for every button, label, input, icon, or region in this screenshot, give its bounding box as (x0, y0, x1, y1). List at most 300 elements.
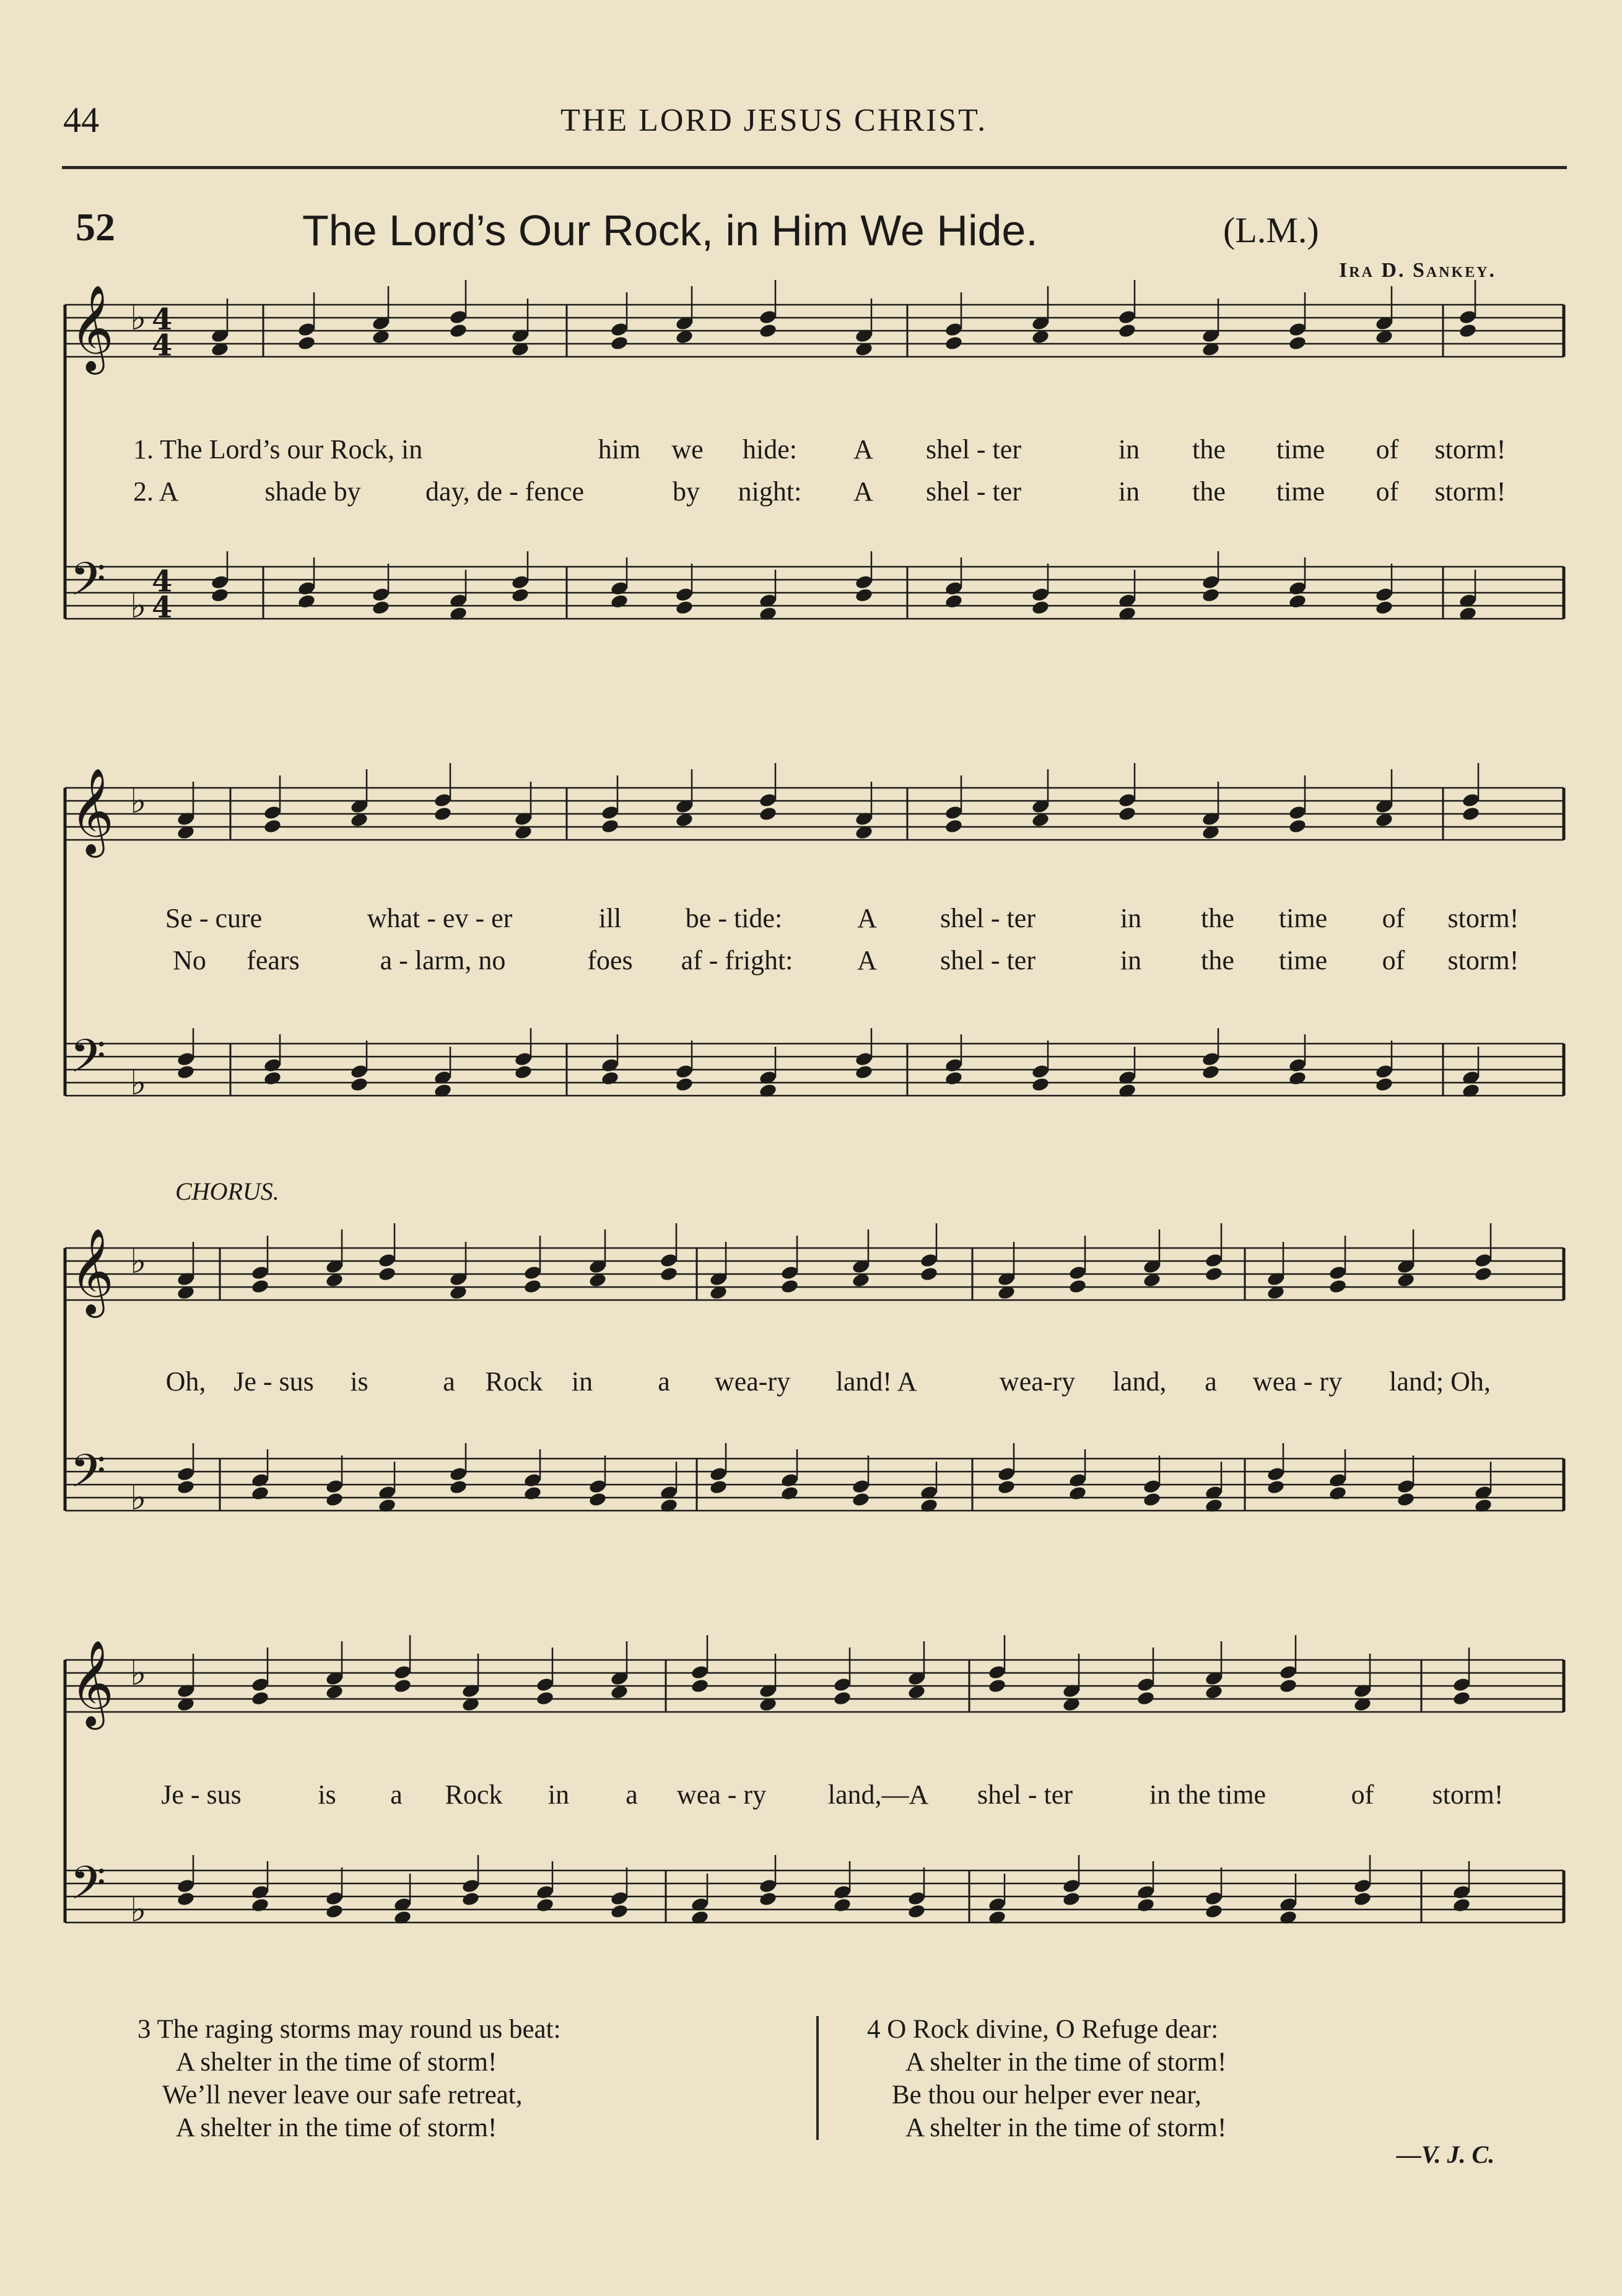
notehead (511, 587, 530, 603)
key-flat-icon: ♭ (130, 781, 147, 821)
key-flat-icon: ♭ (130, 1478, 147, 1518)
bass-clef-icon: 𝄢 (70, 1029, 106, 1094)
notehead (997, 1479, 1016, 1495)
notehead (1328, 1265, 1348, 1281)
notehead (1328, 1472, 1348, 1488)
notehead (588, 1478, 608, 1495)
notehead (536, 1677, 555, 1693)
notehead (601, 1070, 620, 1086)
lyric-syllable: storm! (1432, 1779, 1504, 1810)
notehead (177, 1051, 196, 1067)
notehead (675, 587, 694, 603)
notehead (1452, 1690, 1472, 1706)
notehead (177, 1878, 196, 1894)
notehead (177, 1466, 196, 1482)
notehead (1136, 1677, 1156, 1693)
notehead (1328, 1485, 1348, 1501)
notehead (1068, 1472, 1088, 1488)
notehead (297, 580, 316, 596)
notehead (263, 805, 282, 821)
lyric-syllable: A (853, 434, 873, 465)
notehead (610, 1890, 629, 1906)
lyric-syllable: in (1120, 903, 1142, 933)
notehead (449, 323, 468, 339)
notehead (610, 593, 629, 609)
bass-clef-icon: 𝄢 (70, 552, 106, 618)
lyric-syllable: in (571, 1366, 593, 1397)
stanza-3 (137, 2013, 561, 2144)
notehead (1068, 1278, 1088, 1294)
lyric-syllable: wea-ry (714, 1366, 791, 1397)
notehead (988, 1664, 1007, 1680)
composer-credit: Ira D. Sankey. (1339, 259, 1497, 282)
notehead (1267, 1479, 1286, 1495)
lyric-syllable: of (1351, 1779, 1374, 1810)
notehead (944, 580, 964, 596)
lyric-syllable: the (1192, 476, 1226, 507)
lyric-syllable: Oh, (165, 1366, 206, 1397)
notehead (297, 335, 316, 351)
notehead (523, 1278, 543, 1294)
treble-clef-icon: 𝄞 (70, 768, 114, 854)
lyric-syllable: Rock (445, 1779, 503, 1810)
staff-system-2-svg (0, 749, 1622, 1133)
notehead (511, 574, 530, 590)
notehead (675, 1076, 694, 1093)
notehead (610, 1903, 629, 1919)
lyric-syllable: in (1118, 434, 1140, 465)
lyric-syllable: the (1201, 945, 1234, 976)
time-signature-denominator: 4 (152, 590, 173, 625)
lyric-syllable: A (857, 945, 877, 976)
notehead (1201, 1064, 1221, 1080)
notehead (325, 1890, 344, 1906)
lyrics-chorus-system4 (0, 1779, 1622, 1816)
lyric-syllable: of (1376, 434, 1399, 465)
header-rule (62, 166, 1567, 169)
notehead (251, 1265, 270, 1281)
lyric-syllable: af - fright: (681, 945, 793, 976)
notehead (855, 587, 874, 603)
notehead (944, 593, 964, 609)
notehead (1375, 1063, 1394, 1080)
bass-clef-icon: 𝄢 (70, 1444, 106, 1509)
lyric-syllable: in (1118, 476, 1140, 507)
notehead (1288, 593, 1307, 609)
notehead (1288, 805, 1307, 821)
notehead (1288, 1057, 1307, 1073)
time-signature-denominator: 4 (152, 328, 173, 363)
notehead (1267, 1466, 1286, 1482)
stanza-line: O Rock divine, O Refuge dear: (887, 2015, 1219, 2044)
lyric-syllable: a (390, 1779, 403, 1810)
notehead (780, 1485, 800, 1501)
stanza-line: A shelter in the time of storm! (176, 2113, 497, 2142)
lyric-syllable: Se - cure (165, 903, 263, 933)
lyric-syllable: a (443, 1366, 455, 1397)
notehead (1031, 600, 1050, 616)
music-system-1 (0, 279, 1622, 663)
lyric-syllable: shel - ter (926, 476, 1021, 507)
notehead (1118, 792, 1137, 808)
notehead (907, 1903, 927, 1919)
notehead (514, 1051, 533, 1067)
notehead (1201, 587, 1221, 603)
notehead (1136, 1897, 1156, 1913)
notehead (601, 805, 620, 821)
music-system-3 (0, 1214, 1622, 1586)
notehead (263, 818, 282, 834)
stanza-line: We’ll never leave our safe retreat, (162, 2080, 523, 2110)
notehead (944, 1057, 964, 1073)
notehead (1068, 1485, 1088, 1501)
notehead (378, 1266, 397, 1282)
notehead (759, 1878, 778, 1894)
notehead (449, 1466, 468, 1482)
lyric-syllable: time (1278, 945, 1328, 976)
stanza-divider (816, 2016, 819, 2140)
time-signature-numerator: 4 (152, 302, 173, 337)
lyric-syllable: in the time (1149, 1779, 1267, 1810)
notehead (588, 1491, 608, 1508)
notehead (378, 1252, 397, 1268)
notehead (944, 805, 964, 821)
lyric-syllable: land,—A (827, 1779, 929, 1810)
notehead (1031, 1076, 1050, 1093)
notehead (1136, 1690, 1156, 1706)
notehead (1118, 309, 1137, 325)
notehead (536, 1897, 555, 1913)
notehead (251, 1897, 270, 1913)
notehead (372, 600, 391, 616)
notehead (177, 1064, 196, 1080)
notehead (350, 1076, 369, 1093)
notehead (759, 1891, 778, 1907)
treble-clef-icon: 𝄞 (70, 1228, 114, 1314)
lyric-syllable: fears (246, 945, 300, 976)
notehead (1375, 587, 1394, 603)
lyric-syllable: the (1192, 434, 1226, 465)
stanza-line: The raging storms may round us beat: (157, 2015, 561, 2044)
lyric-syllable: in (1120, 945, 1142, 976)
stanza-line: A shelter in the time of storm! (905, 2048, 1227, 2077)
notehead (610, 335, 629, 351)
notehead (833, 1677, 852, 1693)
lyric-syllable: what - ev - er (367, 903, 513, 933)
notehead (1205, 1252, 1224, 1268)
lyric-syllable: shel - ter (940, 945, 1036, 976)
notehead (709, 1479, 728, 1495)
key-flat-icon: ♭ (130, 586, 147, 626)
notehead (691, 1678, 710, 1694)
notehead (1452, 1677, 1472, 1693)
notehead (1288, 321, 1307, 338)
lyric-syllable: a - larm, no (380, 945, 506, 976)
notehead (251, 1677, 270, 1693)
lyrics-verse2-system2 (0, 945, 1622, 982)
notehead (449, 1479, 468, 1495)
notehead (1062, 1891, 1081, 1907)
notehead (1375, 600, 1394, 616)
notehead (610, 580, 629, 596)
lyric-syllable: is (318, 1779, 336, 1810)
lyric-syllable: wea - ry (1252, 1366, 1343, 1397)
notehead (920, 1252, 939, 1268)
notehead (251, 1472, 270, 1488)
notehead (461, 1878, 481, 1894)
notehead (759, 792, 778, 808)
lyric-syllable: night: (738, 476, 802, 507)
lyric-syllable: storm! (1434, 434, 1506, 465)
notehead (177, 1891, 196, 1907)
notehead (1201, 1051, 1221, 1067)
lyric-syllable: of (1382, 945, 1405, 976)
lyric-syllable: in (547, 1779, 570, 1810)
key-flat-icon: ♭ (130, 1063, 147, 1103)
lyric-syllable: ill (598, 903, 622, 933)
notehead (907, 1890, 927, 1906)
notehead (325, 1903, 344, 1919)
lyric-syllable: shel - ter (926, 434, 1021, 465)
notehead (1397, 1478, 1416, 1495)
notehead (434, 792, 453, 808)
notehead (855, 1051, 874, 1067)
notehead (1118, 806, 1137, 822)
notehead (855, 1064, 874, 1080)
notehead (1353, 1891, 1372, 1907)
notehead (536, 1690, 555, 1706)
lyrics-verse2-system1 (0, 476, 1622, 513)
hymn-title: The Lord’s Our Rock, in Him We Hide. (302, 206, 1038, 255)
notehead (675, 600, 694, 616)
lyric-syllable: shel - ter (940, 903, 1036, 933)
stanza-line: A shelter in the time of storm! (176, 2048, 497, 2077)
notehead (833, 1690, 852, 1706)
notehead (1474, 1252, 1493, 1268)
notehead (1279, 1664, 1298, 1680)
author-credit: —V. J. C. (1397, 2141, 1495, 2168)
notehead (372, 587, 391, 603)
lyrics-verse1-system1 (0, 434, 1622, 471)
notehead (988, 1678, 1007, 1694)
notehead (1397, 1491, 1416, 1508)
stanza-line: A shelter in the time of storm! (905, 2113, 1227, 2142)
notehead (449, 309, 468, 325)
lyric-syllable: wea-ry (999, 1366, 1076, 1397)
treble-clef-icon: 𝄞 (70, 1640, 114, 1726)
lyric-syllable: of (1382, 903, 1405, 933)
notehead (263, 1070, 282, 1086)
notehead (944, 818, 964, 834)
notehead (1031, 1063, 1050, 1080)
notehead (759, 323, 778, 339)
time-signature-numerator: 4 (152, 564, 173, 599)
lyric-syllable: Je - sus (233, 1366, 314, 1397)
notehead (1205, 1903, 1224, 1919)
lyric-syllable: be - tide: (685, 903, 783, 933)
lyric-syllable: day, de - fence (425, 476, 585, 507)
lyric-syllable: 1. The Lord’s our Rock, in (133, 434, 423, 465)
stanza-line: Be thou our helper ever near, (892, 2080, 1201, 2110)
treble-clef-icon: 𝄞 (70, 285, 114, 371)
bass-clef-icon: 𝄢 (70, 1856, 106, 1921)
notehead (759, 309, 778, 325)
notehead (251, 1278, 270, 1294)
page-number: 44 (63, 100, 99, 140)
notehead (1288, 580, 1307, 596)
notehead (1143, 1478, 1162, 1495)
key-flat-icon: ♭ (130, 1241, 147, 1281)
notehead (297, 321, 316, 338)
lyric-syllable: A (857, 903, 877, 933)
notehead (691, 1664, 710, 1680)
staff-system-1-svg (0, 279, 1622, 663)
notehead (325, 1491, 344, 1508)
stanza-number: 4 (867, 2015, 881, 2044)
notehead (297, 593, 316, 609)
lyric-syllable: Rock (485, 1366, 543, 1397)
notehead (780, 1265, 800, 1281)
lyric-syllable: storm! (1447, 903, 1519, 933)
notehead (833, 1897, 852, 1913)
notehead (1279, 1678, 1298, 1694)
notehead (325, 1478, 344, 1495)
lyric-syllable: land! A (835, 1366, 917, 1397)
notehead (944, 1070, 964, 1086)
notehead (1353, 1878, 1372, 1894)
notehead (601, 1057, 620, 1073)
notehead (1288, 335, 1307, 351)
notehead (1031, 587, 1050, 603)
notehead (1068, 1265, 1088, 1281)
notehead (759, 806, 778, 822)
notehead (944, 321, 964, 338)
stanza-4 (867, 2013, 1226, 2144)
notehead (1462, 792, 1481, 808)
notehead (1288, 818, 1307, 834)
notehead (709, 1466, 728, 1482)
notehead (660, 1252, 679, 1268)
lyric-syllable: storm! (1434, 476, 1506, 507)
lyric-syllable: storm! (1447, 945, 1519, 976)
notehead (514, 1064, 533, 1080)
notehead (852, 1491, 871, 1508)
notehead (211, 587, 230, 603)
notehead (944, 335, 964, 351)
notehead (1452, 1884, 1472, 1900)
notehead (393, 1678, 412, 1694)
notehead (536, 1884, 555, 1900)
notehead (1462, 806, 1481, 822)
lyric-syllable: foes (587, 945, 633, 976)
notehead (1375, 1076, 1394, 1093)
lyric-syllable: A (853, 476, 873, 507)
notehead (523, 1485, 543, 1501)
notehead (263, 1057, 282, 1073)
notehead (997, 1466, 1016, 1482)
notehead (1328, 1278, 1348, 1294)
notehead (1458, 309, 1478, 325)
stanza-number: 3 (137, 2015, 151, 2044)
notehead (251, 1690, 270, 1706)
running-head: THE LORD JESUS CHRIST. (560, 103, 988, 138)
key-flat-icon: ♭ (130, 1890, 147, 1930)
notehead (601, 818, 620, 834)
music-system-2 (0, 749, 1622, 1133)
notehead (177, 1479, 196, 1495)
lyric-syllable: time (1278, 903, 1328, 933)
notehead (1136, 1884, 1156, 1900)
chorus-label: CHORUS. (175, 1177, 279, 1205)
notehead (833, 1884, 852, 1900)
notehead (350, 1063, 369, 1080)
notehead (1288, 1070, 1307, 1086)
notehead (461, 1891, 481, 1907)
key-flat-icon: ♭ (130, 1653, 147, 1693)
lyric-syllable: a (658, 1366, 670, 1397)
lyrics-verse1-system2 (0, 902, 1622, 940)
notehead (1201, 574, 1221, 590)
notehead (1458, 323, 1478, 339)
hymn-meter: (L.M.) (1223, 210, 1319, 250)
notehead (1474, 1266, 1493, 1282)
lyric-syllable: a (626, 1779, 638, 1810)
lyric-syllable: is (350, 1366, 368, 1397)
lyric-syllable: him (598, 434, 641, 465)
lyric-syllable: by (673, 476, 700, 507)
notehead (610, 321, 629, 338)
lyric-syllable: Je - sus (161, 1779, 242, 1810)
notehead (852, 1478, 871, 1495)
notehead (523, 1472, 543, 1488)
music-system-4 (0, 1617, 1622, 2001)
lyrics-chorus-system3 (0, 1366, 1622, 1403)
lyric-syllable: hide: (743, 434, 797, 465)
notehead (920, 1266, 939, 1282)
lyric-syllable: time (1276, 434, 1325, 465)
notehead (1205, 1890, 1224, 1906)
notehead (523, 1265, 543, 1281)
lyric-syllable: time (1276, 476, 1325, 507)
lyric-syllable: 2. A (133, 476, 179, 507)
notehead (1205, 1266, 1224, 1282)
notehead (434, 806, 453, 822)
lyric-syllable: wea - ry (676, 1779, 767, 1810)
notehead (251, 1485, 270, 1501)
notehead (660, 1266, 679, 1282)
notehead (675, 1063, 694, 1080)
notehead (780, 1278, 800, 1294)
key-flat-icon: ♭ (130, 298, 147, 338)
notehead (211, 574, 230, 590)
lyric-syllable: land; Oh, (1389, 1366, 1491, 1397)
lyric-syllable: land, (1112, 1366, 1167, 1397)
notehead (780, 1472, 800, 1488)
lyric-syllable: shade by (264, 476, 361, 507)
lyric-syllable: of (1376, 476, 1399, 507)
notehead (855, 574, 874, 590)
lyric-syllable: shel - ter (977, 1779, 1073, 1810)
notehead (251, 1884, 270, 1900)
lyric-syllable: No (173, 945, 206, 976)
notehead (1118, 323, 1137, 339)
notehead (1452, 1897, 1472, 1913)
notehead (1062, 1878, 1081, 1894)
notehead (1143, 1491, 1162, 1508)
notehead (393, 1664, 412, 1680)
lyric-syllable: the (1201, 903, 1234, 933)
lyric-syllable: a (1205, 1366, 1217, 1397)
